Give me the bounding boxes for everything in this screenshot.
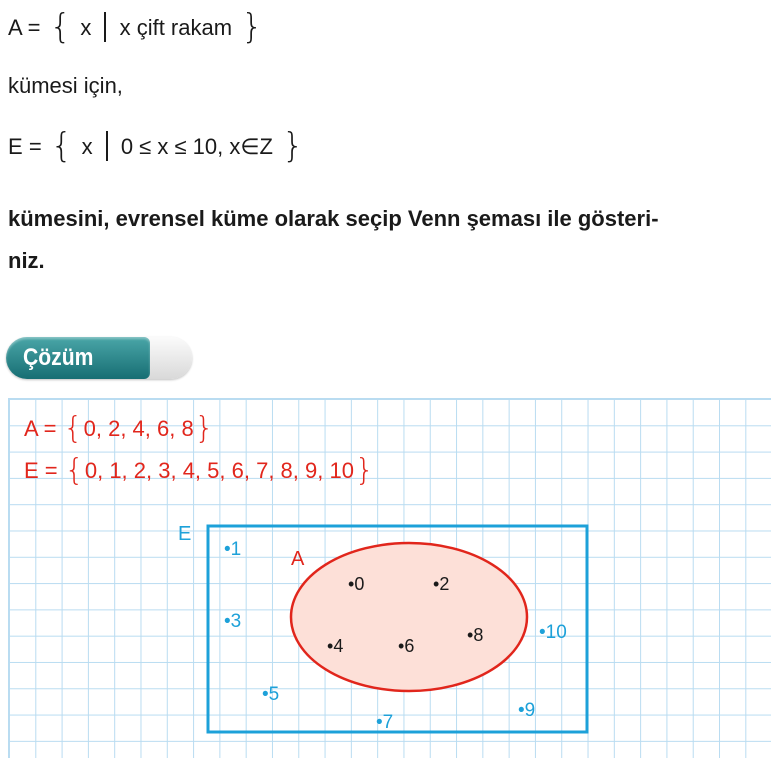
instruction-line-1: kümesini, evrensel küme olarak seçip Venn şeması ile gösteri- bbox=[8, 206, 659, 231]
instruction-line-2: niz. bbox=[8, 248, 45, 273]
element-10: •10 bbox=[539, 622, 567, 643]
set-a-variable: x bbox=[80, 15, 92, 40]
solution-set-e-lhs: E = bbox=[24, 458, 58, 483]
element-0: •0 bbox=[348, 574, 365, 594]
open-brace: { bbox=[64, 453, 84, 488]
equals-sign: = bbox=[27, 15, 41, 40]
open-brace: { bbox=[50, 126, 73, 166]
element-9: •9 bbox=[518, 700, 536, 721]
set-a-label: A bbox=[291, 548, 305, 570]
element-7: •7 bbox=[376, 712, 394, 733]
set-e-condition: 0 ≤ x ≤ 10, x∈Z bbox=[120, 134, 273, 159]
set-a-condition: x çift rakam bbox=[119, 15, 233, 40]
solution-set-a-lhs: A = bbox=[24, 416, 57, 441]
element-8: •8 bbox=[467, 625, 484, 645]
element-5: •5 bbox=[262, 684, 280, 705]
set-e-variable: x bbox=[81, 134, 93, 159]
close-brace: } bbox=[194, 411, 214, 446]
element-2: •2 bbox=[433, 574, 450, 594]
element-1: •1 bbox=[224, 539, 242, 560]
universe-label: E bbox=[178, 523, 192, 545]
element-6: •6 bbox=[398, 636, 415, 656]
set-e-name: E bbox=[8, 134, 23, 159]
set-a-ellipse bbox=[291, 543, 527, 691]
open-brace: { bbox=[63, 411, 83, 446]
close-brace: } bbox=[241, 7, 263, 47]
solution-set-e-elements: 0, 1, 2, 3, 4, 5, 6, 7, 8, 9, 10 bbox=[84, 458, 354, 483]
element-4: •4 bbox=[327, 636, 344, 656]
close-brace: } bbox=[354, 453, 375, 488]
solution-set-a-elements: 0, 2, 4, 6, 8 bbox=[83, 416, 194, 441]
set-a-name: A bbox=[8, 15, 22, 40]
equals-sign: = bbox=[28, 134, 42, 159]
close-brace: } bbox=[282, 126, 304, 166]
intro-text: kümesi için, bbox=[8, 73, 123, 98]
solution-badge-label: Çözüm bbox=[23, 344, 94, 371]
open-brace: { bbox=[49, 7, 72, 47]
element-3: •3 bbox=[224, 611, 242, 632]
